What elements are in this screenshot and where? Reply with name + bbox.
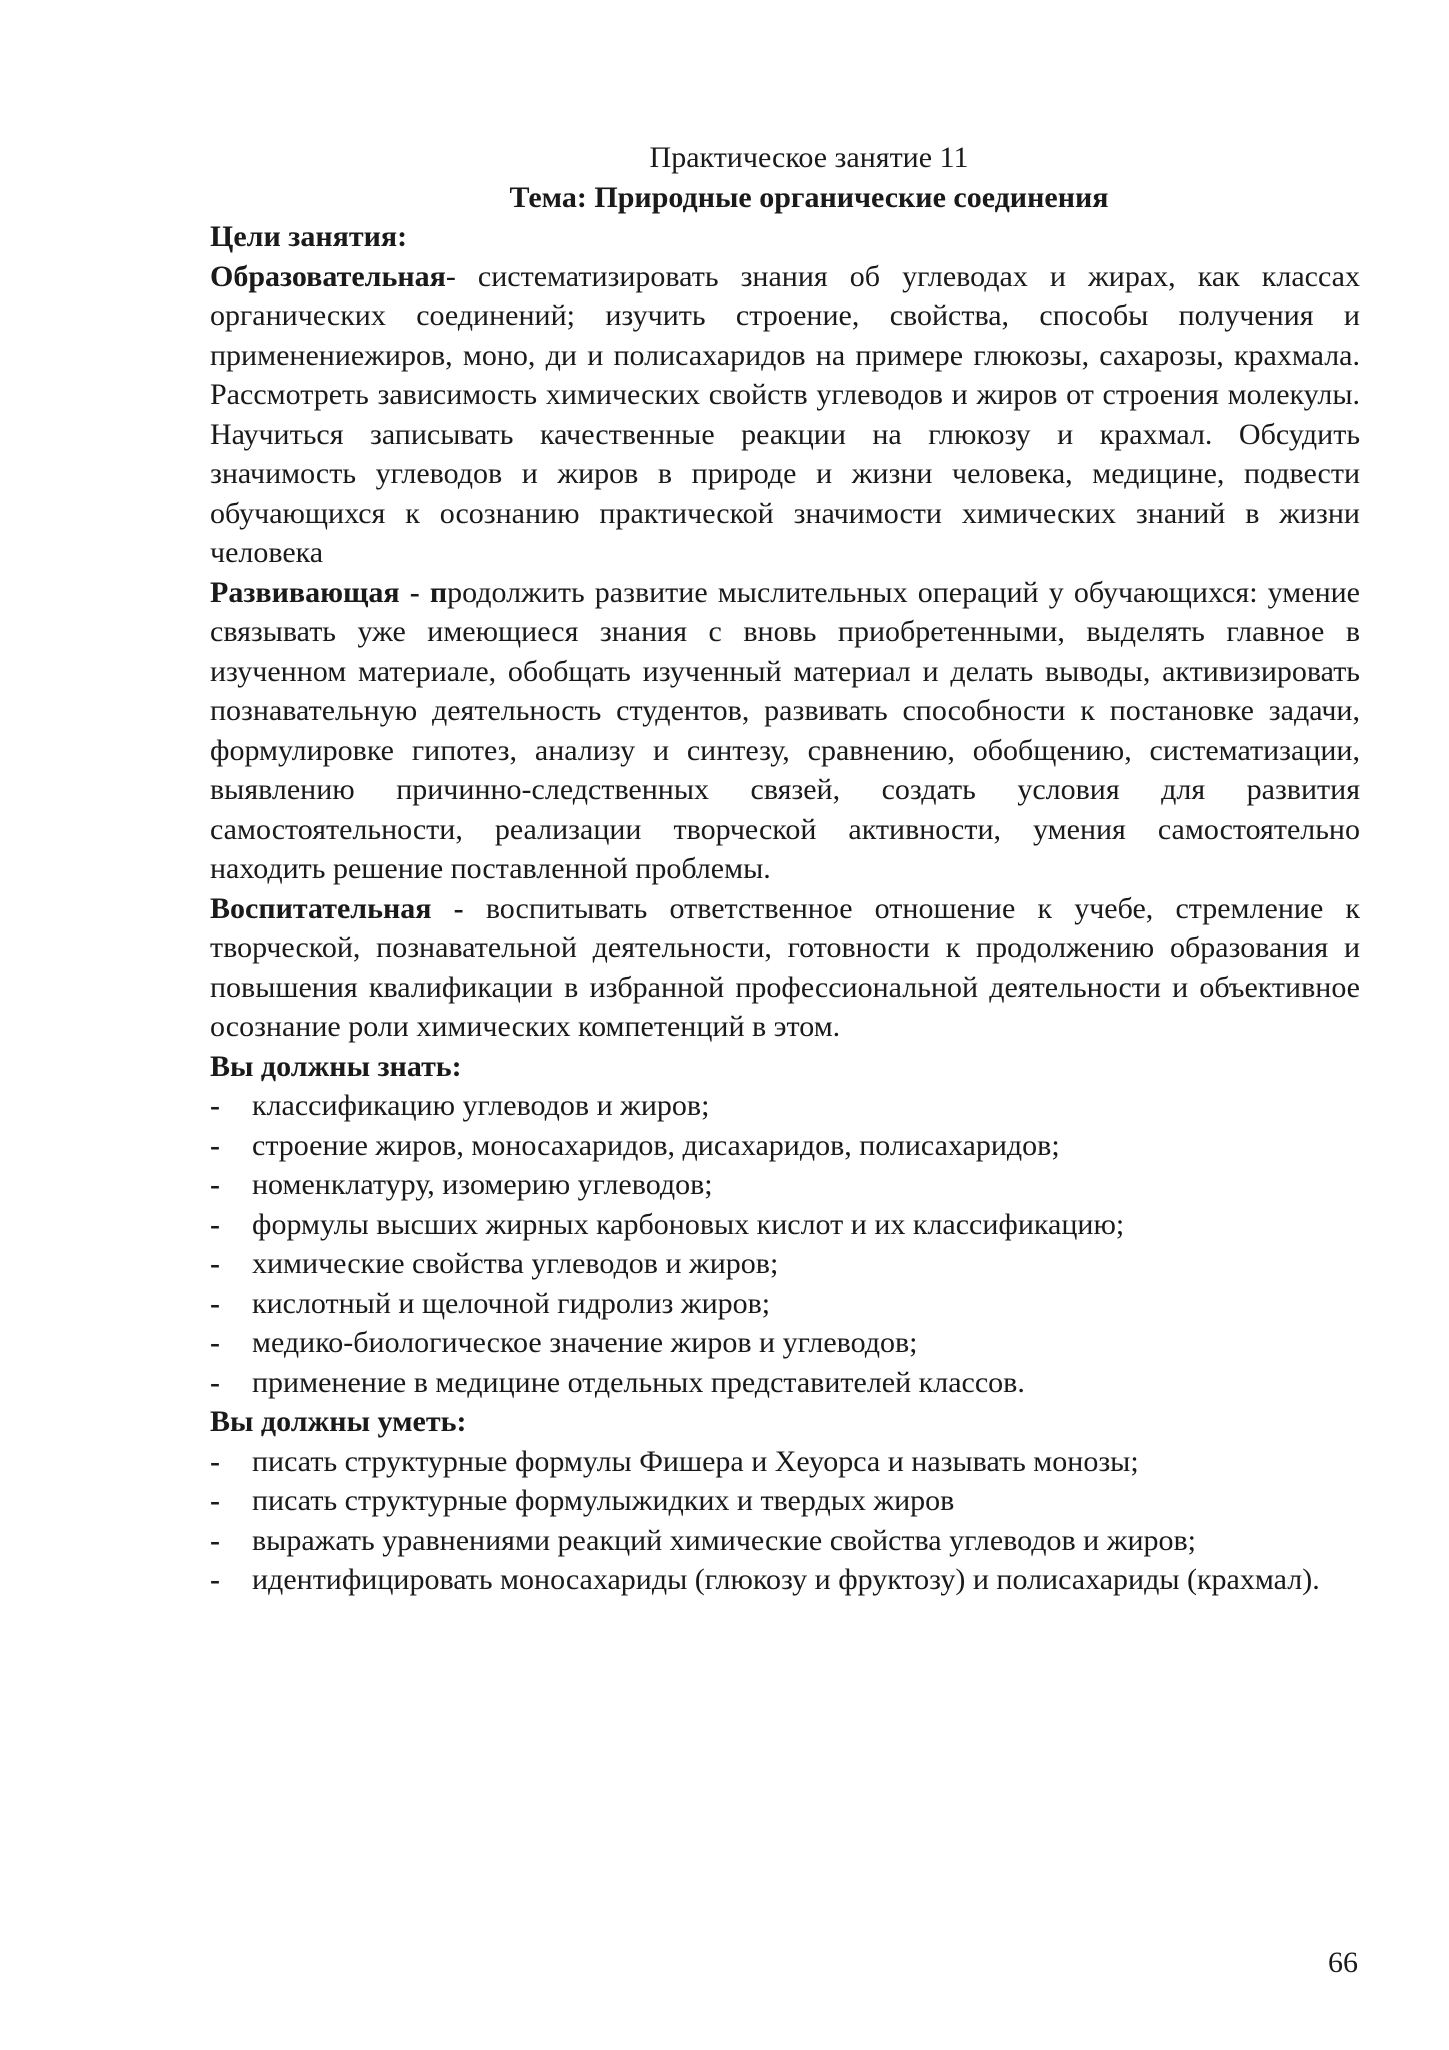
goal-developing xyxy=(210,573,1360,889)
goal-developing-text: родолжить развитие мыслительных операций у обучающихся: умение связывать уже имеющиеся знания с вновь приобретенными, выделять главное в изученном материале, обобщать изученный материал и делать выводы, активизировать познавательную деятельность студентов, развивать способности к постановке задачи, формулировке гипотез, анализу и синтезу, сравнению, обобщению, систематизации, выявлению причинно-следственных связей, создать условия для развития самостоятельности, реализации творческой активности, умения самостоятельно находить решение поставленной проблемы. xyxy=(210,575,1360,885)
dash-bullet: - xyxy=(210,1523,220,1557)
know-item: - классификацию углеводов и жиров; xyxy=(210,1086,1360,1126)
know-heading: Вы должны знать: xyxy=(210,1049,462,1083)
know-item: - номенклатуру, изомерию углеводов; xyxy=(210,1165,1360,1205)
goal-educational-label: Образовательная xyxy=(210,259,446,293)
document-page xyxy=(210,138,1360,1600)
know-item: - химические свойства углеводов и жиров; xyxy=(210,1244,1360,1284)
dash-bullet: - xyxy=(210,1444,220,1478)
able-item: - писать структурные формулы Фишера и Хеуорса и называть монозы; xyxy=(210,1442,1360,1482)
know-item: - применение в медицине отдельных представителей классов. xyxy=(210,1363,1360,1403)
goal-developing-label: Развивающая - п xyxy=(210,575,448,609)
dash-bullet: - xyxy=(210,1128,220,1162)
dash-bullet: - xyxy=(210,1207,220,1241)
goal-upbringing-text: воспитывать ответственное отношение к учебе, стремление к творческой, познавательной деятельности, готовности к продолжению образования и повышения квалификации в избранной профессиональной деятельности и объективное осознание роли химических компетенций в этом. xyxy=(210,891,1360,1043)
dash-bullet: - xyxy=(210,1365,220,1399)
lesson-title: Практическое занятие 11 xyxy=(649,141,969,174)
dash-bullet: - xyxy=(210,1168,220,1201)
goal-educational xyxy=(210,257,1360,573)
know-item: - формулы высших жирных карбоновых кислот и их классификацию; xyxy=(210,1205,1360,1245)
page-number: 66 xyxy=(1328,1946,1358,1979)
dash-bullet: - xyxy=(210,1089,220,1122)
know-item: - медико-биологическое значение жиров и углеводов; xyxy=(210,1323,1360,1363)
able-heading: Вы должны уметь: xyxy=(210,1405,467,1438)
dash-bullet: - xyxy=(210,1563,220,1596)
dash-bullet: - xyxy=(210,1326,220,1359)
goals-heading: Цели занятия: xyxy=(210,220,408,253)
goal-educational-text: - систематизировать знания об углеводах и жирах, как классах органических соединений; изучить строение, свойства, способы получения и применениежиров, моно, ди и полисахаридов на примере глюкозы, сахарозы, крахмала. Рассмотреть зависимость химических свойств углеводов и жиров от строения молекулы. Научиться записывать качественные реакции на глюкозу и крахмал. Обсудить значимость углеводов и жиров в природе и жизни человека, медицине, подвести обучающихся к осознанию практической значимости химических знаний в жизни человека xyxy=(210,259,1360,569)
know-item: - кислотный и щелочной гидролиз жиров; xyxy=(210,1284,1360,1324)
able-item: - идентифицировать моносахариды (глюкозу и фруктозу) и полисахариды (крахмал). xyxy=(210,1560,1360,1600)
topic-title: Тема: Природные органические соединения xyxy=(509,180,1109,214)
know-item: - строение жиров, моносахаридов, дисахаридов, полисахаридов; xyxy=(210,1126,1360,1166)
dash-bullet: - xyxy=(210,1247,220,1280)
know-list xyxy=(210,1086,1360,1402)
dash-bullet: - xyxy=(210,1484,220,1517)
dash-bullet: - xyxy=(210,1286,220,1320)
able-list xyxy=(210,1442,1360,1600)
goal-upbringing-label: Воспитательная - xyxy=(210,891,464,925)
able-item: - писать структурные формулыжидких и твердых жиров xyxy=(210,1481,1360,1521)
able-item: - выражать уравнениями реакций химические свойства углеводов и жиров; xyxy=(210,1521,1360,1561)
goal-upbringing xyxy=(210,889,1360,1047)
